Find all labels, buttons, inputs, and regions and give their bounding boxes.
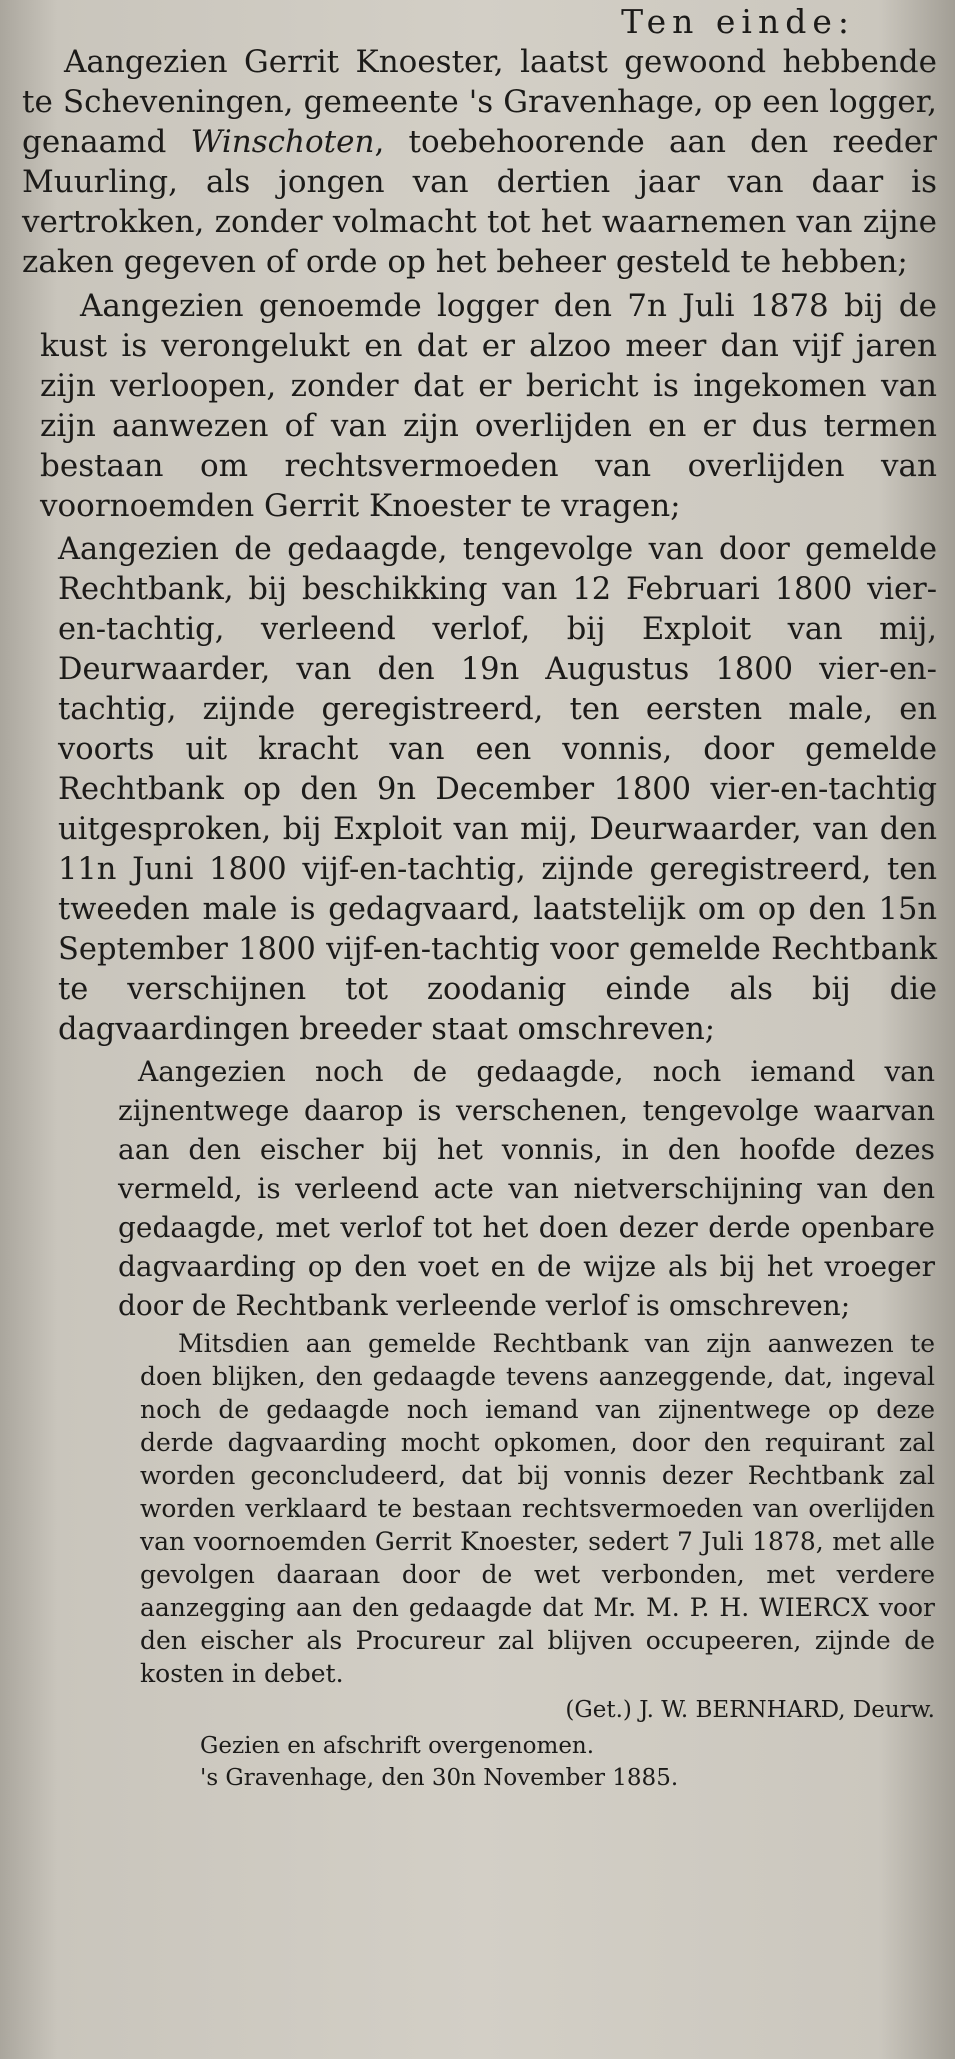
copy-note: Gezien en afschrift overgenomen. <box>200 1733 595 1759</box>
paragraph-5-text: Mitsdien aan gemelde Rechtbank van zijn aanwezen te doen blijken, den gedaagde tevens aanzeggende, dat, ingeval noch de gedaagde noch iemand van zijnentwege op deze derde dagvaarding mocht opkomen, door den requirant zal worden geconcludeerd, dat bij vonnis dezer Rechtbank zal worden verklaard te bestaan rechtsvermoeden van overlijden van voornoemden Gerrit Knoester, sedert 7 Juli 1878, met alle gevolgen daaraan door de wet verbonden, met verdere aanzegging aan den gedaagde dat Mr. M. P. H. WIERCX voor den eischer als Procureur zal blijven occupeeren, zijnde de kosten in debet. <box>140 1329 935 1688</box>
section-heading: Ten einde: <box>621 2 855 41</box>
paragraph-1 <box>0 42 955 282</box>
signature: (Get.) J. W. BERNHARD, Deurw. <box>565 1697 935 1723</box>
paragraph-2 <box>0 286 955 526</box>
paragraph-4 <box>0 1052 955 1325</box>
paragraph-2-text: Aangezien genoemde logger den 7n Juli 1878 bij de kust is verongelukt en dat er alzoo meer dan vijf jaren zijn verloopen, zonder dat er bericht is ingekomen van zijn aanwezen of van zijn overlijden en er dus termen bestaan om rechtsvermoeden van overlijden van voornoemden Gerrit Knoester te vragen; <box>40 288 937 524</box>
paragraph-3-text: Aangezien de gedaagde, tengevolge van door gemelde Rechtbank, bij beschikking van 12 Februari 1800 vier-en-tachtig, verleend verlof, bij Exploit van mij, Deurwaarder, van den 19n Augustus 1800 vier-en-tachtig, zijnde geregistreerd, ten eersten male, en voorts uit kracht van een vonnis, door gemelde Rechtbank op den 9n December 1800 vier-en-tachtig uitgesproken, bij Exploit van mij, Deurwaarder, van den 11n Juni 1800 vijf-en-tachtig, zijnde geregistreerd, ten tweeden male is gedagvaard, laatstelijk om op den 15n September 1800 vijf-en-tachtig voor gemelde Rechtbank te verschijnen tot zoodanig einde als bij die dagvaardingen breeder staat omschreven; <box>58 532 937 1047</box>
paragraph-3 <box>0 530 955 1050</box>
place-date: 's Gravenhage, den 30n November 1885. <box>200 1765 679 1791</box>
article-body <box>0 42 955 1794</box>
paragraph-1-continued: , toebehoorende aan den reeder Muurling, als jongen van dertien jaar van daar is vertrokken, zonder volmacht tot het waarnemen van zijne zaken gegeven of orde op het beheer gesteld te hebben; <box>22 124 937 280</box>
paragraph-4-text: Aangezien noch de gedaagde, noch iemand van zijnentwege daarop is verschenen, tengevolge waarvan aan den eischer bij het vonnis, in den hoofde dezes vermeld, is verleend acte van nietverschijning van den gedaagde, met verlof tot het doen dezer derde openbare dagvaarding op den voet en de wijze als bij het vroeger door de Rechtbank verleende verlof is omschreven; <box>118 1055 935 1322</box>
paragraph-1-text: Aangezien Gerrit Knoester, laatst gewoond hebbende te Scheveningen, gemeente 's Gravenhage, op een logger, genaamd <box>22 44 937 160</box>
ship-name: Winschoten <box>190 124 375 160</box>
paragraph-5 <box>0 1327 955 1690</box>
